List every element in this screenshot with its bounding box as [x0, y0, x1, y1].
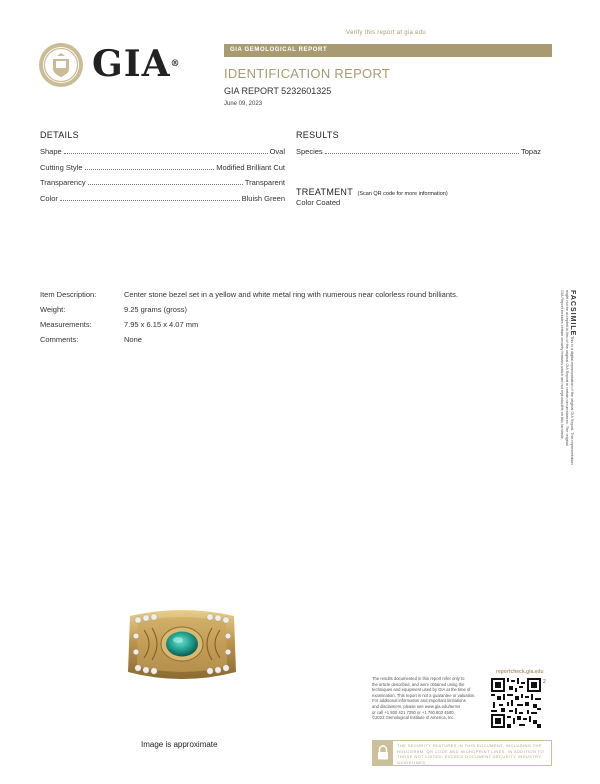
desc-value: 9.25 grams (gross) [124, 305, 187, 314]
leader-dots [88, 184, 243, 185]
report-number: GIA REPORT 5232601325 [224, 86, 332, 96]
facsimile-line-3: GIA Report includes certain security features which are not reproducible on this facsimile. [560, 290, 564, 440]
registered-mark: ® [170, 59, 181, 69]
detail-row-shape [40, 146, 285, 156]
legal-line: or call +1 800 421 7250 or +1 760 603 4500. [372, 709, 455, 715]
lock-icon [373, 741, 393, 765]
treatment-value: Color Coated [296, 198, 341, 207]
leader-dots [60, 200, 240, 201]
leader-dots [325, 153, 519, 154]
gia-logo-text: GIA [92, 43, 171, 85]
desc-row-comments [40, 335, 540, 350]
desc-value: None [124, 335, 142, 344]
desc-label: Weight: [40, 305, 66, 314]
detail-value: Oval [269, 147, 285, 156]
gia-seal-icon [38, 42, 84, 88]
report-band: GIA GEMOLOGICAL REPORT [224, 44, 552, 57]
legal-line: and disclaimers, please see www.gia.edu/terms [372, 703, 461, 709]
legal-line: For additional information and important limitations [372, 698, 466, 704]
desc-value: 7.95 x 6.15 x 4.07 mm [124, 320, 199, 329]
detail-label: Color [40, 193, 58, 203]
facsimile-title: FACSIMILE [569, 290, 576, 337]
desc-row-measurements [40, 320, 540, 335]
result-row-species [296, 146, 541, 156]
results-title: RESULTS [296, 130, 339, 140]
leader-dots [64, 153, 268, 154]
result-value: Topaz [520, 147, 541, 156]
desc-label: Item Description: [40, 290, 97, 299]
desc-row-weight [40, 305, 540, 320]
legal-line: ©2023 Gemological Institute of America, Inc. [372, 715, 455, 721]
legal-line: the article described, and were obtained using the [372, 681, 465, 687]
image-caption: Image is approximate [141, 740, 218, 749]
reportcheck-link[interactable]: reportcheck.gia.edu [496, 669, 544, 675]
facsimile-line-2: might not be accepted in lieu of the original GIA Report in certain circumstances. The original [565, 290, 569, 446]
report-type: IDENTIFICATION REPORT [224, 66, 391, 81]
legal-line: examination. This report is not a guarantee or valuation. [372, 692, 476, 698]
legal-line: techniques and equipment used by GIA at the time of [372, 687, 471, 693]
detail-row-transparency [40, 177, 285, 187]
qr-superscript: 2 [543, 679, 546, 685]
result-label: Species [296, 147, 323, 156]
report-date: June 09, 2023 [224, 101, 263, 107]
ring-image [124, 606, 240, 682]
facsimile-line-1: This is a digital representation of the original GIA Report. This representation [570, 336, 574, 465]
leader-dots [85, 169, 215, 170]
detail-value: Transparent [244, 178, 285, 187]
qr-code-icon[interactable] [491, 678, 541, 728]
detail-label: Shape [40, 147, 62, 156]
legal-disclaimer [372, 676, 490, 721]
detail-value: Bluish Green [241, 193, 285, 203]
security-notice [372, 740, 552, 766]
description-grid [40, 290, 540, 350]
treatment-note: (Scan QR code for more information) [357, 191, 448, 197]
desc-label: Comments: [40, 335, 79, 344]
treatment-title: TREATMENT [296, 187, 354, 197]
details-title: DETAILS [40, 130, 79, 140]
desc-value: Center stone bezel set in a yellow and white metal ring with numerous near colorless round brilliants. [124, 290, 458, 299]
detail-label: Cutting Style [40, 162, 83, 172]
verify-link[interactable]: Verify this report at gia.edu [346, 30, 427, 36]
detail-row-color [40, 193, 285, 203]
legal-line: The results documented in this report refer only to [372, 676, 465, 681]
facsimile-notice [556, 290, 576, 510]
results-list [296, 146, 541, 156]
detail-row-cutting-style [40, 162, 285, 172]
detail-value: Modified Brilliant Cut [216, 162, 285, 172]
gia-logo [92, 44, 181, 84]
desc-label: Measurements: [40, 320, 92, 329]
detail-label: Transparency [40, 178, 86, 187]
desc-row-item [40, 290, 540, 305]
lock-icon-glyph [373, 741, 393, 765]
details-list [40, 146, 285, 203]
security-text: THE SECURITY FEATURES IN THIS DOCUMENT, INCLUDING THE HOLOGRAM, QR CODE AND MICROPRINT LINES, IN ADDITION TO THOSE NOT LISTED, EXCEED DOCUMENT SECURITY INDUSTRY GUIDELINES. [397, 743, 544, 765]
